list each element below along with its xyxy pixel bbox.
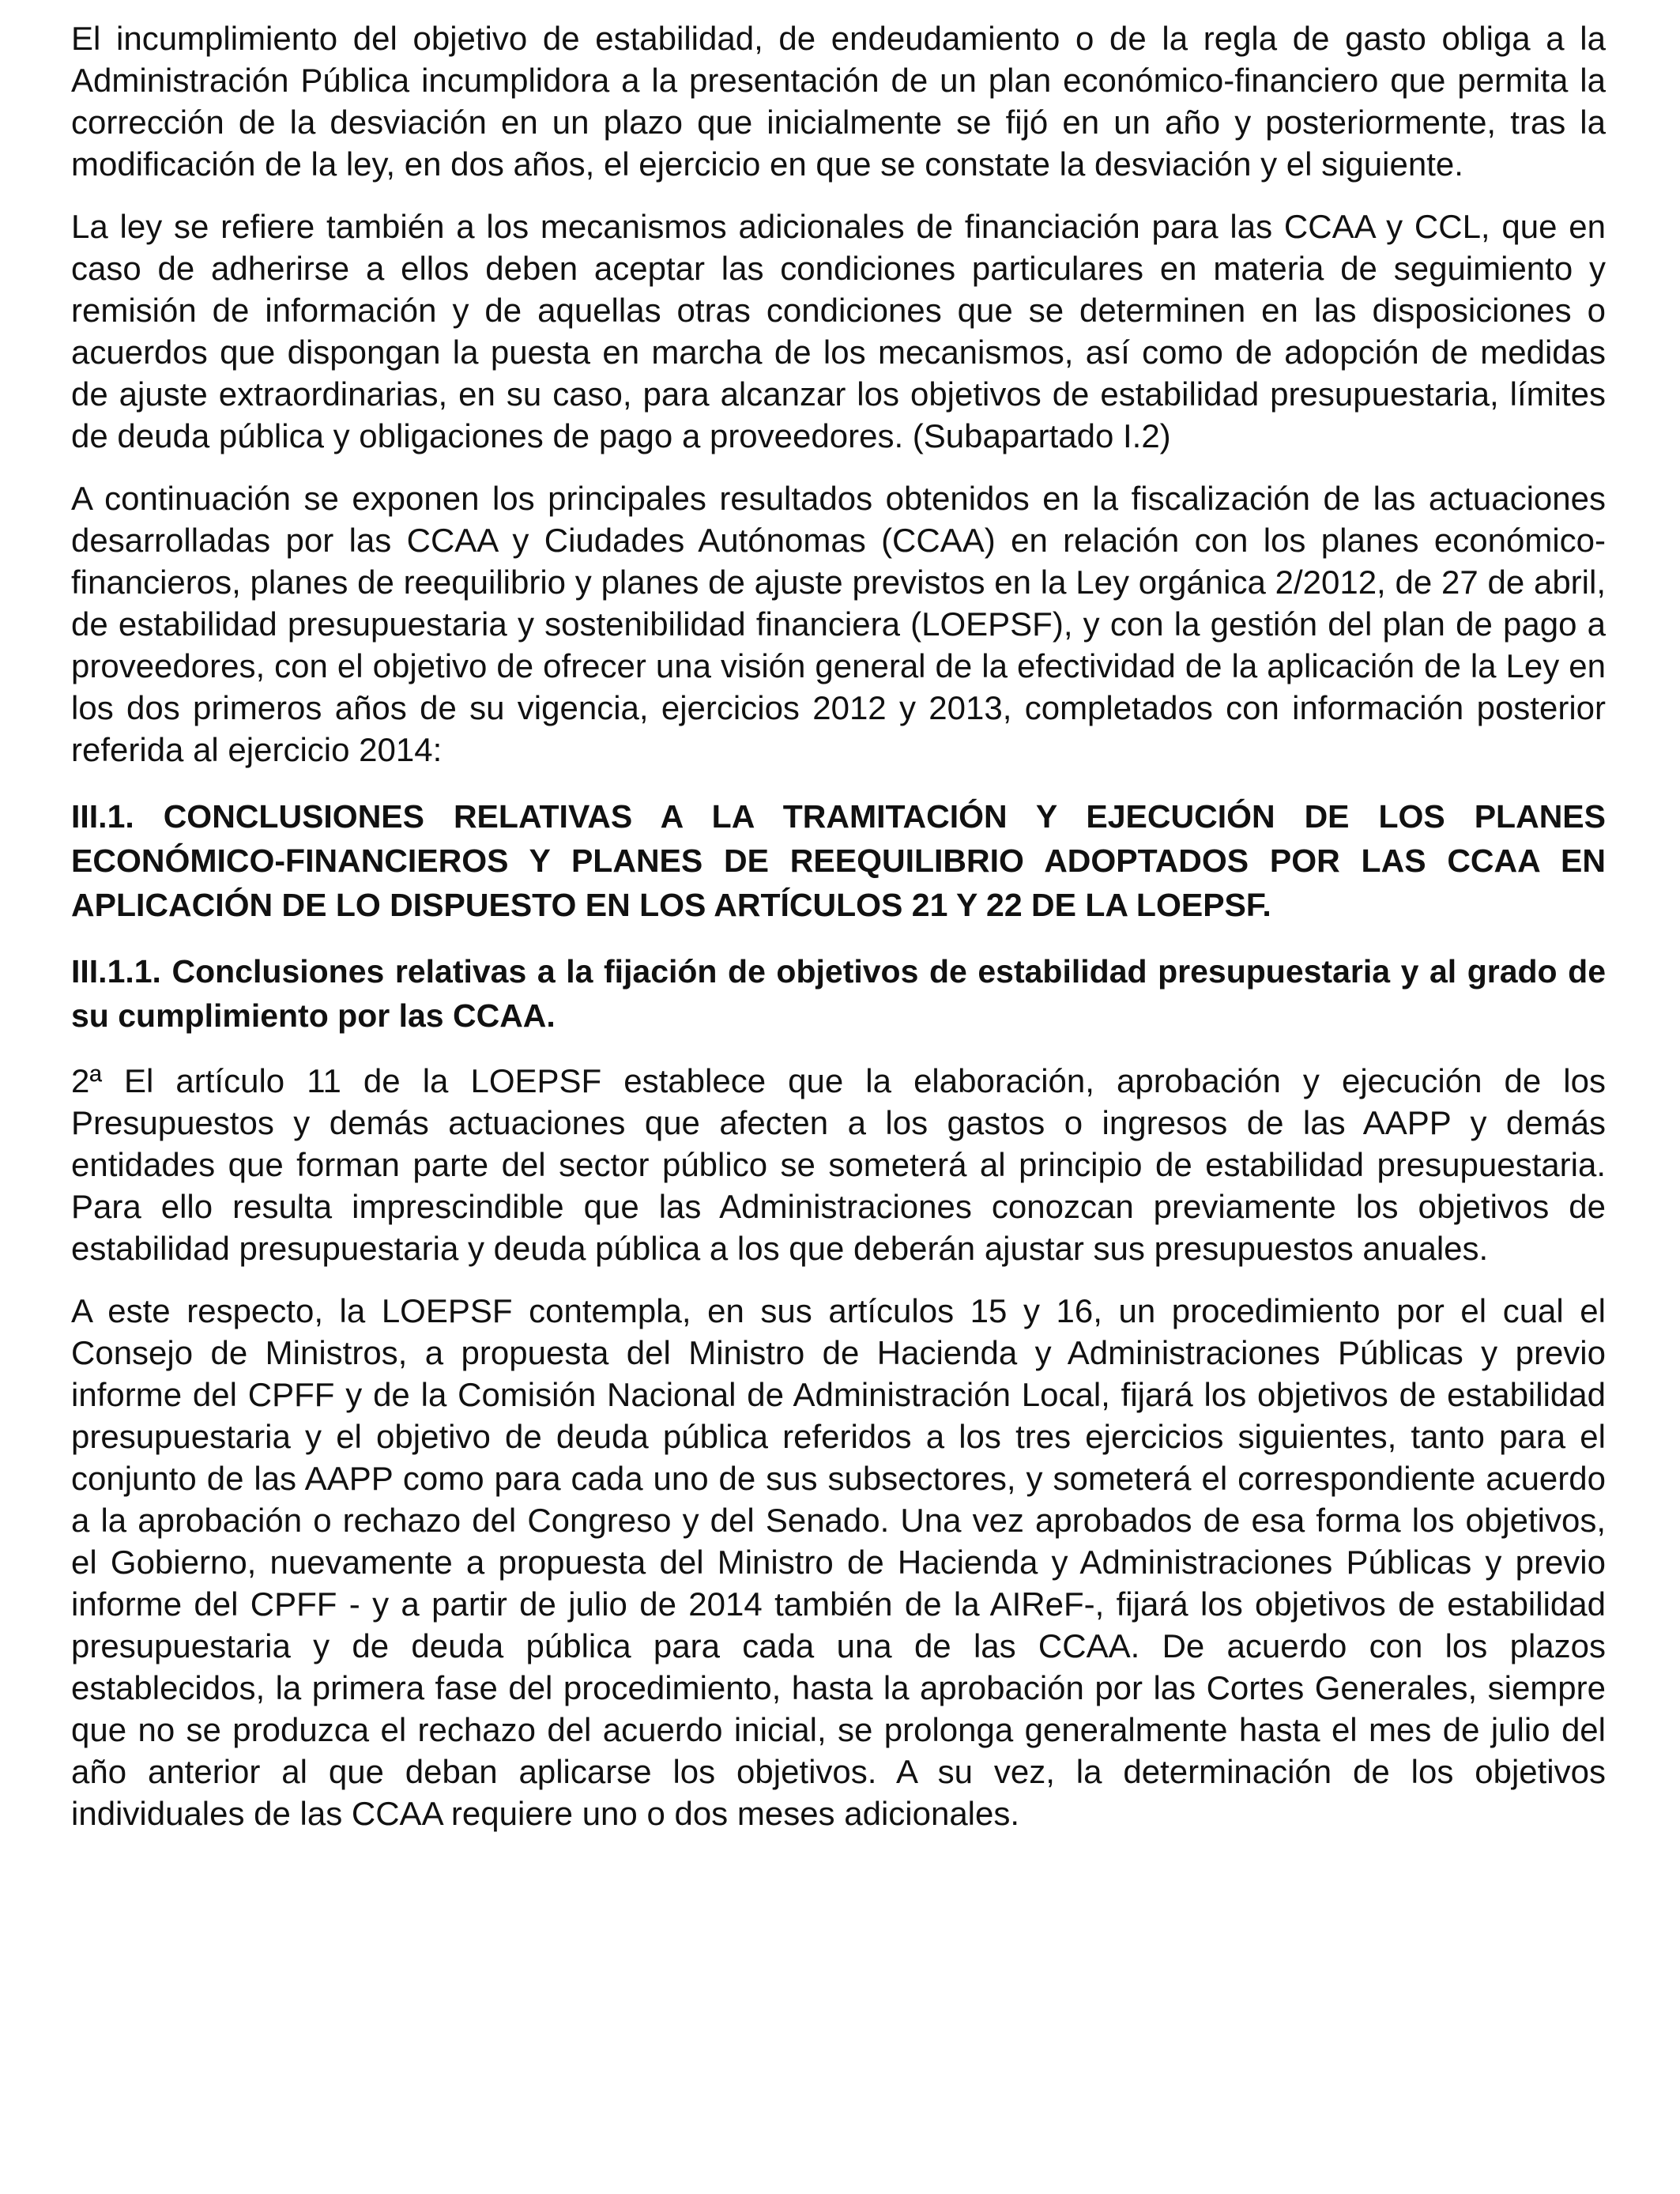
section-heading: III.1. CONCLUSIONES RELATIVAS A LA TRAMITACIÓN Y EJECUCIÓN DE LOS PLANES ECONÓMICO-FINANCIEROS Y PLANES DE REEQUILIBRIO ADOPTADOS POR LAS CCAA EN APLICACIÓN DE LO DISPUESTO EN LOS ARTÍCULOS 21 Y 22 DE LA LOEPSF. <box>71 798 1606 923</box>
paragraph-articulo-11: 2ª El artículo 11 de la LOEPSF establece que la elaboración, aprobación y ejecución de los Presupuestos y demás actuaciones que afecten a los gastos o ingresos de las AAPP y demás entidades que forman parte del sector público se someterá al principio de estabilidad presupuestaria. Para ello resulta imprescindible que las Administraciones conozcan previamente los objetivos de estabilidad presupuestaria y deuda pública a los que deberán ajustar sus presupuestos anuales. <box>71 1062 1606 1267</box>
paragraph-plan-economico: El incumplimiento del objetivo de estabilidad, de endeudamiento o de la regla de gasto obliga a la Administración Pública incumplidora a la presentación de un plan económico-financiero que permita la corrección de la desviación en un plazo que inicialmente se fijó en un año y posteriormente, tras la modificación de la ley, en dos años, el ejercicio en que se constate la desviación y el siguiente. <box>71 20 1606 183</box>
document-page <box>71 17 1606 1855</box>
paragraph-resultados-fiscalizacion: A continuación se exponen los principales resultados obtenidos en la fiscalización de las actuaciones desarrolladas por las CCAA y Ciudades Autónomas (CCAA) en relación con los planes económico-financieros, planes de reequilibrio y planes de ajuste previstos en la Ley orgánica 2/2012, de 27 de abril, de estabilidad presupuestaria y sostenibilidad financiera (LOEPSF), y con la gestión del plan de pago a proveedores, con el objetivo de ofrecer una visión general de la efectividad de la aplicación de la Ley en los dos primeros años de su vigencia, ejercicios 2012 y 2013, completados con información posterior referida al ejercicio 2014: <box>71 480 1606 768</box>
subsection-heading: III.1.1. Conclusiones relativas a la fijación de objetivos de estabilidad presupuestaria y al grado de su cumplimiento por las CCAA. <box>71 953 1606 1034</box>
paragraph-procedimiento-objetivos: A este respecto, la LOEPSF contempla, en sus artículos 15 y 16, un procedimiento por el cual el Consejo de Ministros, a propuesta del Ministro de Hacienda y Administraciones Públicas y previo informe del CPFF y de la Comisión Nacional de Administración Local, fijará los objetivos de estabilidad presupuestaria y el objetivo de deuda pública referidos a los tres ejercicios siguientes, tanto para el conjunto de las AAPP como para cada uno de sus subsectores, y someterá el correspondiente acuerdo a la aprobación o rechazo del Congreso y del Senado. Una vez aprobados de esa forma los objetivos, el Gobierno, nuevamente a propuesta del Ministro de Hacienda y Administraciones Públicas y previo informe del CPFF - y a partir de julio de 2014 también de la AIReF-, fijará los objetivos de estabilidad presupuestaria y de deuda pública para cada una de las CCAA. De acuerdo con los plazos establecidos, la primera fase del procedimiento, hasta la aprobación por las Cortes Generales, siempre que no se produzca el rechazo del acuerdo inicial, se prolonga generalmente hasta el mes de julio del año anterior al que deban aplicarse los objetivos. A su vez, la determinación de los objetivos individuales de las CCAA requiere uno o dos meses adicionales. <box>71 1292 1606 1832</box>
paragraph-mecanismos-financiacion: La ley se refiere también a los mecanismos adicionales de financiación para las CCAA y CCL, que en caso de adherirse a ellos deben aceptar las condiciones particulares en materia de seguimiento y remisión de información y de aquellas otras condiciones que se determinen en las disposiciones o acuerdos que dispongan la puesta en marcha de los mecanismos, así como de adopción de medidas de ajuste extraordinarias, en su caso, para alcanzar los objetivos de estabilidad presupuestaria, límites de deuda pública y obligaciones de pago a proveedores. (Subapartado I.2) <box>71 208 1606 454</box>
